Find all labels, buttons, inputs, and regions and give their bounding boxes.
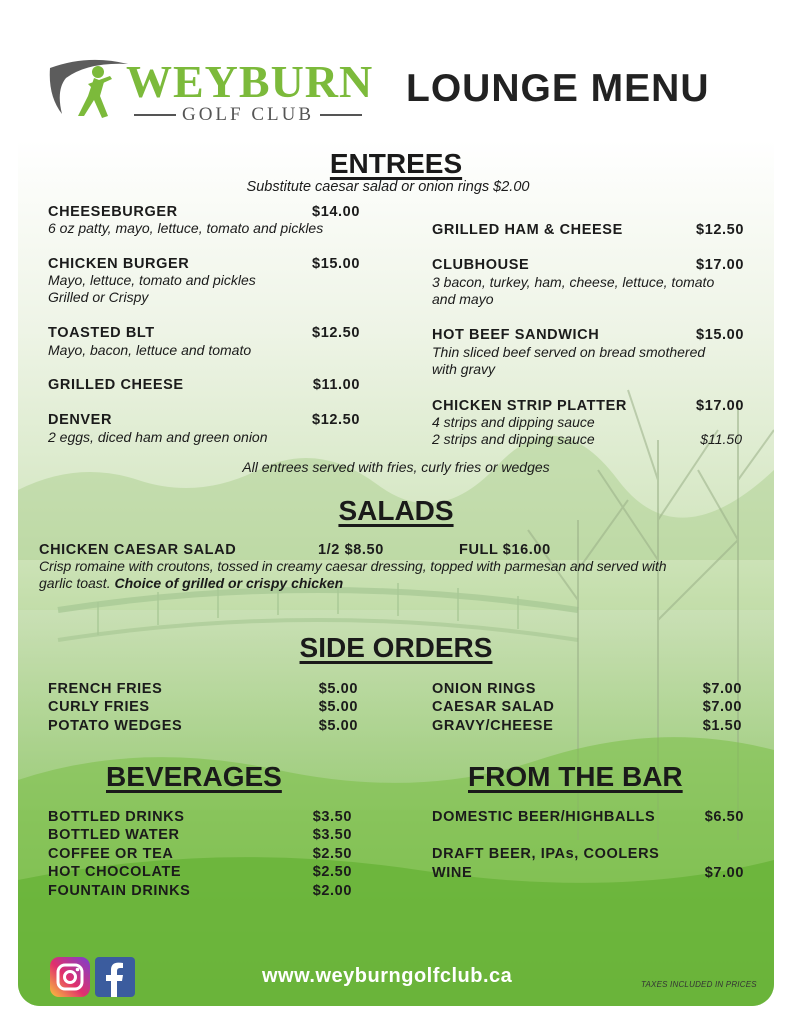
- beverage-name: COFFEE OR TEA: [48, 846, 174, 862]
- entree-name: HOT BEEF SANDWICH: [432, 327, 600, 343]
- entree-name: DENVER: [48, 412, 113, 428]
- entree-price: $17.00: [696, 257, 744, 273]
- salad-name: CHICKEN CAESAR SALAD: [39, 542, 237, 558]
- side-price: $5.00: [318, 699, 358, 715]
- beverage-price: $2.50: [312, 864, 352, 880]
- bar-heading: FROM THE BAR: [468, 761, 683, 792]
- entree-name: CHICKEN BURGER: [48, 256, 190, 272]
- side-price: $5.00: [318, 681, 358, 697]
- entree-desc: with gravy: [432, 361, 496, 377]
- beverage-name: BOTTLED DRINKS: [48, 809, 185, 825]
- entree-name: GRILLED CHEESE: [48, 377, 184, 393]
- salad-desc-bold: Choice of grilled or crispy chicken: [114, 575, 344, 591]
- salad-desc: Crisp romaine with croutons, tossed in creamy caesar dressing, topped with parmesan and served with: [39, 558, 667, 574]
- taxes-note: TAXES INCLUDED IN PRICES: [641, 980, 757, 989]
- brand-name-bottom: [134, 104, 362, 126]
- entree-name: TOASTED BLT: [48, 325, 155, 341]
- bar-item-name: WINE: [432, 865, 473, 881]
- entree-desc: 2 eggs, diced ham and green onion: [48, 429, 268, 445]
- beverages-heading: BEVERAGES: [106, 761, 282, 792]
- beverage-name: FOUNTAIN DRINKS: [48, 883, 191, 899]
- entree-price: $12.50: [696, 222, 744, 238]
- entree-desc: 6 oz patty, mayo, lettuce, tomato and pickles: [48, 220, 324, 236]
- salad-desc-line2: [39, 575, 343, 592]
- entree-price: $17.00: [696, 398, 744, 414]
- entree-second-price: $11.50: [700, 431, 742, 447]
- entree-desc: 3 bacon, turkey, ham, cheese, lettuce, tomato: [432, 274, 715, 290]
- entree-desc: 4 strips and dipping sauce: [432, 414, 595, 430]
- side-name: ONION RINGS: [432, 681, 537, 697]
- salad-full-price: FULL $16.00: [459, 542, 551, 558]
- entrees-note: All entrees served with fries, curly fries or wedges: [242, 459, 550, 475]
- salad-desc-plain: garlic toast.: [39, 575, 115, 591]
- facebook-icon[interactable]: [95, 957, 135, 997]
- beverage-price: $2.00: [312, 883, 352, 899]
- sides-heading: SIDE ORDERS: [299, 632, 493, 663]
- beverage-price: $3.50: [312, 827, 352, 843]
- entree-desc: and mayo: [432, 291, 494, 307]
- side-name: FRENCH FRIES: [48, 681, 163, 697]
- entree-price: $11.00: [312, 377, 360, 393]
- side-name: CURLY FRIES: [48, 699, 150, 715]
- side-name: CAESAR SALAD: [432, 699, 555, 715]
- bar-item-price: $6.50: [704, 809, 744, 825]
- entree-price: $15.00: [696, 327, 744, 343]
- beverage-name: BOTTLED WATER: [48, 827, 180, 843]
- bar-item-name: DRAFT BEER, IPAs, COOLERS: [432, 846, 660, 862]
- entree-name: CLUBHOUSE: [432, 257, 530, 273]
- bar-item-price: $7.00: [704, 865, 744, 881]
- side-price: $1.50: [702, 718, 742, 734]
- entree-desc: 2 strips and dipping sauce: [432, 431, 595, 447]
- entrees-heading: ENTREES: [329, 148, 463, 179]
- entrees-subtitle: Substitute caesar salad or onion rings $2.00: [246, 179, 530, 195]
- entree-desc: Mayo, bacon, lettuce and tomato: [48, 342, 252, 358]
- entree-name: GRILLED HAM & CHEESE: [432, 222, 623, 238]
- side-price: $7.00: [702, 699, 742, 715]
- entree-name: CHEESEBURGER: [48, 204, 178, 220]
- bar-item-name: DOMESTIC BEER/HIGHBALLS: [432, 809, 656, 825]
- beverage-price: $2.50: [312, 846, 352, 862]
- entree-price: $15.00: [312, 256, 360, 272]
- entree-desc: Thin sliced beef served on bread smothered: [432, 344, 706, 360]
- beverage-price: $3.50: [312, 809, 352, 825]
- side-price: $5.00: [318, 718, 358, 734]
- entree-name: CHICKEN STRIP PLATTER: [432, 398, 627, 414]
- entree-price: $12.50: [312, 325, 360, 341]
- entree-price: $12.50: [312, 412, 360, 428]
- side-name: GRAVY/CHEESE: [432, 718, 554, 734]
- beverage-name: HOT CHOCOLATE: [48, 864, 182, 880]
- entree-desc: Mayo, lettuce, tomato and pickles: [48, 272, 256, 288]
- salad-half-price: 1/2 $8.50: [318, 542, 384, 558]
- brand-name-top: WEYBURN: [126, 56, 374, 107]
- side-name: POTATO WEDGES: [48, 718, 183, 734]
- entree-desc: Grilled or Crispy: [48, 289, 149, 305]
- golfer-swoosh-icon: [48, 56, 130, 126]
- page-title: LOUNGE MENU: [406, 67, 710, 110]
- brand-name-bottom-text: GOLF CLUB: [181, 104, 315, 125]
- entree-price: $14.00: [312, 204, 360, 220]
- logo-rule-right: [320, 114, 362, 116]
- instagram-icon[interactable]: [50, 957, 90, 997]
- side-price: $7.00: [702, 681, 742, 697]
- logo-rule-left: [134, 114, 176, 116]
- website-link[interactable]: www.weyburngolfclub.ca: [262, 965, 513, 987]
- salads-heading: SALADS: [338, 495, 454, 526]
